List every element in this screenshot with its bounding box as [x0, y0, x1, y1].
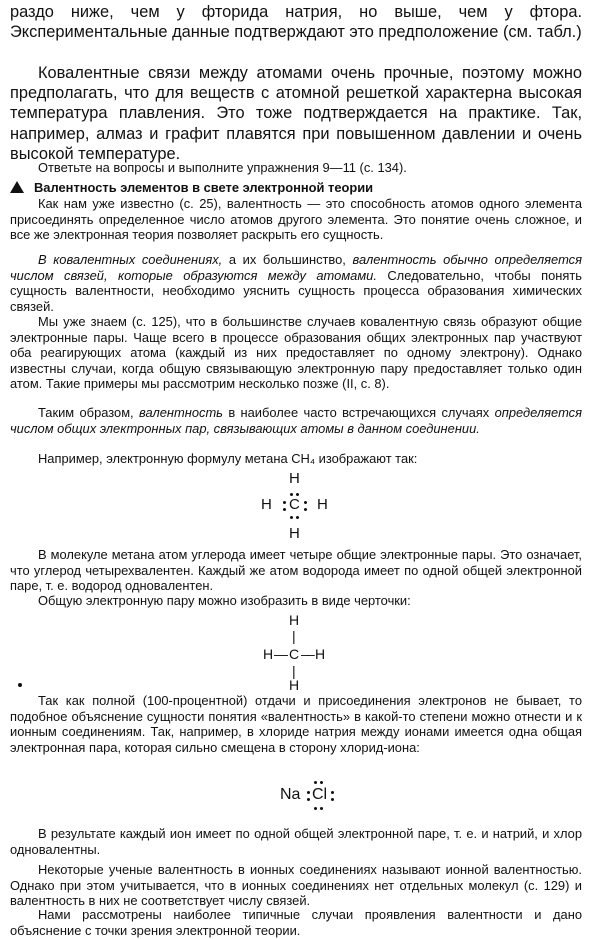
paragraph-dash-notation: Общую электронную пару можно изобразить в виде черточки:: [38, 593, 411, 608]
margin-dot: [18, 683, 22, 687]
italic-text: В ковалентных соединениях,: [38, 252, 223, 267]
atom-c: C: [289, 646, 300, 662]
paragraph-result: В результате каждый ион имеет по одной общей электронной паре, т. е. и натрий, и хлор одновалентны.: [10, 826, 582, 857]
electron-dot: [314, 781, 317, 784]
exercise-reference: Ответьте на вопросы и выполните упражнения 9—11 (с. 134).: [38, 160, 407, 175]
atom-na: Na: [280, 786, 301, 803]
italic-text: определяется числом общих электронных пар, связывающих атомы в данном соединении.: [10, 405, 582, 436]
atom-h-top: H: [289, 612, 300, 628]
italic-text: валентность обычно определяется числом связей, которые образуются между атомами.: [10, 252, 582, 283]
triangle-marker-icon: [10, 181, 24, 193]
atom-c: C: [289, 496, 300, 513]
italic-text: валентность: [139, 405, 223, 420]
electron-dot: [331, 791, 334, 794]
paragraph-ionic-compounds: Так как полной (100-процентной) отдачи и присоединения электронов не бывает, то подобное объяснение сущности понятия «валентность» в какой-то степени можно отнести и к ионным соединениям. Так, например, в хлориде натрия между ионами имеется одна общая электронная пара, которая сильно смещена в сторону хлорид-иона:: [10, 693, 582, 755]
paragraph-electron-pairs: Мы уже знаем (с. 125), что в большинстве случаев ковалентную связь образуют общие электронные пары. Чаще всего в процессе образования общих электронных пар участвуют оба реагирующих атома (каждый из них предоставляет по одному электрону). Однако известны случаи, когда общую связывающую электронную пару предоставляет только один атом. Такие примеры мы рассмотрим несколько позже (II, с. 8).: [10, 314, 582, 392]
nacl-electron-formula: [280, 778, 350, 812]
text: Таким образом,: [38, 405, 139, 420]
text: в наиболее часто встречающихся случаях: [222, 405, 495, 420]
paragraph-valence-definition: Как нам уже известно (с. 25), валентность — это способность атомов одного элемента присоединять определенное число атомов другого элемента. Это понятие очень сложное, и все же электронная теория позволяет раскрыть его сущность.: [10, 196, 582, 243]
electron-dot: [307, 791, 310, 794]
bond-horizontal: —: [274, 646, 288, 662]
paragraph-conclusion: [10, 405, 582, 436]
electron-dot: [307, 798, 310, 801]
paragraph-covalent-strength: Ковалентные связи между атомами очень прочные, поэтому можно предполагать, что для веществ с атомной решеткой характерна высокая температура плавления. Это тоже подтверждается на практике. Так, например, алмаз и графит плавятся при повышенном давлении и очень высокой температуре.: [10, 64, 582, 163]
text: а их большинство,: [222, 252, 353, 267]
electron-dot: [314, 807, 317, 810]
paragraph-prediction: раздо ниже, чем у фторида натрия, но выше, чем у фтора. Экспериментальные данные подтверждают это предположение (см. табл.): [10, 3, 582, 42]
electron-dot: [304, 501, 307, 504]
electron-dot: [296, 493, 299, 496]
electron-dot: [320, 807, 323, 810]
electron-dot: [283, 508, 286, 511]
atom-h-bottom: H: [289, 677, 300, 693]
bond-horizontal: –: [307, 646, 315, 662]
section-heading-text: Валентность элементов в свете электронной теории: [34, 180, 374, 195]
atom-h-top: H: [289, 470, 300, 487]
atom-h-left: H: [261, 496, 272, 513]
atom-cl: Cl: [312, 786, 328, 803]
paragraph-covalent-valence: [10, 252, 582, 314]
methane-structural-formula: [258, 612, 338, 692]
atom-h-left: H: [263, 646, 274, 662]
paragraph-methane-intro: Например, электронную формулу метана CH₄ изображают так:: [38, 451, 418, 466]
atom-h-bottom: H: [289, 525, 300, 542]
atom-h-right: H: [315, 646, 326, 662]
electron-dot: [331, 798, 334, 801]
electron-dot: [320, 781, 323, 784]
electron-dot: [290, 516, 293, 519]
electron-dot: [283, 501, 286, 504]
bond-vertical: |: [292, 663, 296, 679]
electron-dot: [290, 493, 293, 496]
bond-vertical: |: [292, 628, 296, 644]
paragraph-ionic-valence: Некоторые ученые валентность в ионных соединениях называют ионной валентностью. Однако при этом учитывается, что в ионных соединениях нет отдельных молекул (с. 129) и валентность в них не соответствует числу связей.: [10, 862, 582, 909]
electron-dot: [304, 508, 307, 511]
methane-electron-formula: [250, 470, 340, 548]
electron-dot: [296, 516, 299, 519]
paragraph-summary: Нами рассмотрены наиболее типичные случаи проявления валентности и дано объяснение с точки зрения электронной теории.: [10, 907, 582, 938]
section-heading: [10, 180, 582, 196]
text: Следовательно, чтобы понять сущность валентности, необходимо уяснить сущность процесса образования химических связей.: [10, 267, 582, 314]
paragraph-methane-bonds: В молекуле метана атом углерода имеет четыре общие электронные пары. Это означает, что углерод четырехвалентен. Каждый же атом водорода имеет по одной общей электронной паре, т. е. водород одновалентен.: [10, 547, 582, 594]
atom-h-right: H: [317, 496, 328, 513]
bond-horizontal: –: [301, 646, 309, 662]
